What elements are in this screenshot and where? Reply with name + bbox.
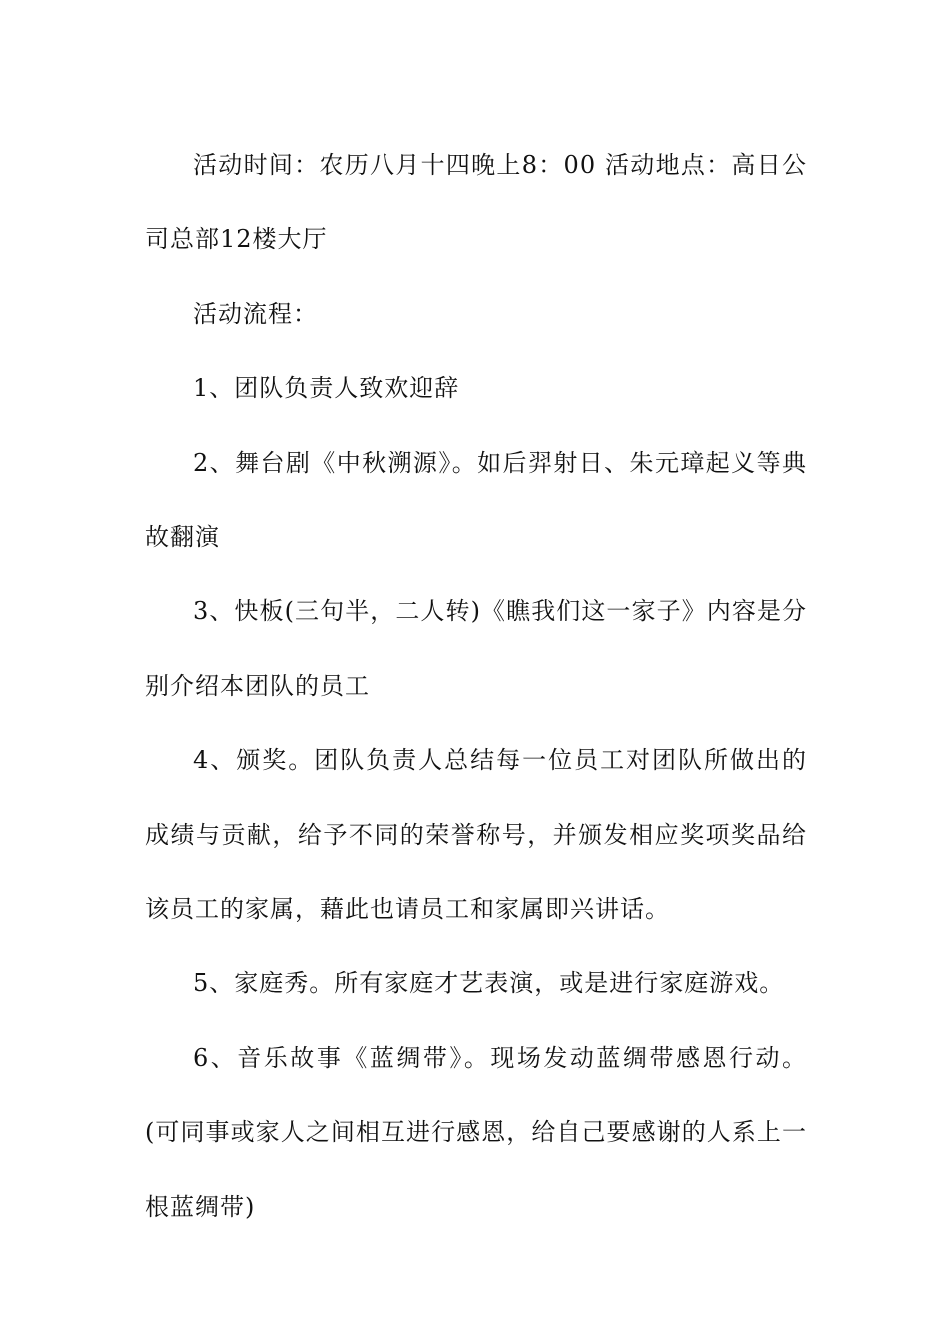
paragraph-step-4: 4、颁奖。团队负责人总结每一位员工对团队所做出的成绩与贡献，给予不同的荣誉称号，并颁发相应奖项奖品给该员工的家属，藉此也请员工和家属即兴讲话。 <box>145 746 807 924</box>
paragraph-event-time-location: 活动时间：农历八月十四晚上8：00 活动地点：高日公司总部12楼大厅 <box>145 151 807 254</box>
paragraph-step-3: 3、快板(三句半，二人转)《瞧我们这一家子》内容是分别介绍本团队的员工 <box>145 597 807 700</box>
paragraph-step-5: 5、家庭秀。所有家庭才艺表演，或是进行家庭游戏。 <box>193 969 785 998</box>
paragraph-event-process-heading: 活动流程： <box>193 299 318 328</box>
paragraph-step-2: 2、舞台剧《中秋溯源》。如后羿射日、朱元璋起义等典故翻演 <box>145 448 807 552</box>
paragraph-step-6: 6、音乐故事《蓝绸带》。现场发动蓝绸带感恩行动。(可同事或家人之间相互进行感恩，给自己要感谢的人系上一根蓝绸带) <box>145 1043 807 1221</box>
document-body <box>145 128 807 1244</box>
paragraph-step-1: 1、团队负责人致欢迎辞 <box>193 374 460 403</box>
